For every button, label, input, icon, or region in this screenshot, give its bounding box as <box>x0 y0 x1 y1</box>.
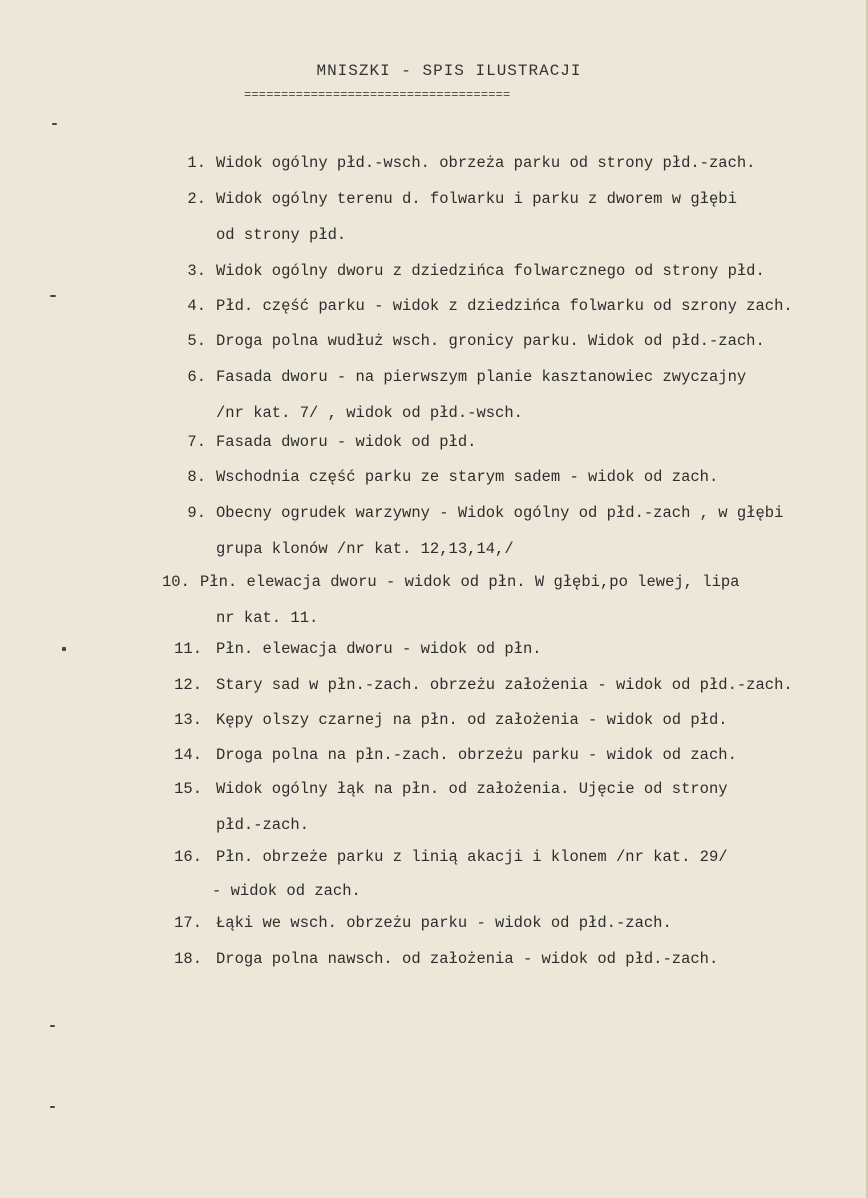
margin-mark <box>62 647 66 651</box>
item-text: Droga polna na płn.-zach. obrzeżu parku - widok od zach. <box>216 746 737 764</box>
item-number: 1. <box>187 154 206 172</box>
margin-mark <box>50 1106 55 1108</box>
item-text: Fasada dworu - na pierwszym planie kasztanowiec zwyczajny <box>216 368 747 386</box>
item-number: 4. <box>187 297 206 315</box>
item-text-continued: od strony płd. <box>216 226 347 244</box>
item-number: 7. <box>187 433 206 451</box>
item-text: Stary sad w płn.-zach. obrzeżu założenia - widok od płd.-zach. <box>216 676 793 694</box>
item-text: Kępy olszy czarnej na płn. od założenia - widok od płd. <box>216 711 728 729</box>
item-number: 12. <box>174 676 202 694</box>
item-text: Droga polna nawsch. od założenia - widok od płd.-zach. <box>216 950 719 968</box>
item-number: 2. <box>187 190 206 208</box>
margin-mark <box>50 295 56 297</box>
margin-mark <box>52 123 57 125</box>
item-number: 6. <box>187 368 206 386</box>
item-number: 14. <box>174 746 202 764</box>
item-text: Wschodnia część parku ze starym sadem - widok od zach. <box>216 468 719 486</box>
item-text: Obecny ogrudek warzywny - Widok ogólny od płd.-zach , w głębi <box>216 504 784 522</box>
item-number: 13. <box>174 711 202 729</box>
item-text-continued: - widok od zach. <box>212 882 361 900</box>
title-underline: ==================================== <box>244 88 511 102</box>
item-text: Widok ogólny terenu d. folwarku i parku z dworem w głębi <box>216 190 737 208</box>
item-number: 16. <box>174 848 202 866</box>
item-text: Fasada dworu - widok od płd. <box>216 433 477 451</box>
margin-mark <box>50 1025 55 1027</box>
item-text-continued: płd.-zach. <box>216 816 310 834</box>
item-text-continued: nr kat. 11. <box>216 609 319 627</box>
item-number: 3. <box>187 262 206 280</box>
item-number: 11. <box>174 640 202 658</box>
item-number: 8. <box>187 468 206 486</box>
item-text: Widok ogólny płd.-wsch. obrzeża parku od strony płd.-zach. <box>216 154 756 172</box>
item-number: 5. <box>187 332 206 350</box>
item-number: 9. <box>187 504 206 522</box>
item-text: Płd. część parku - widok z dziedzińca folwarku od szrony zach. <box>216 297 793 315</box>
item-text: Widok ogólny łąk na płn. od założenia. Ujęcie od strony <box>216 780 728 798</box>
item-number: 10. <box>162 573 190 591</box>
item-text: Płn. elewacja dworu - widok od płn. W głębi,po lewej, lipa <box>200 573 740 591</box>
item-text: Płn. elewacja dworu - widok od płn. <box>216 640 542 658</box>
item-number: 18. <box>174 950 202 968</box>
item-text: Płn. obrzeże parku z linią akacji i klonem /nr kat. 29/ <box>216 848 728 866</box>
item-text: Droga polna wudłuż wsch. gronicy parku. Widok od płd.-zach. <box>216 332 765 350</box>
item-number: 15. <box>174 780 202 798</box>
item-text-continued: /nr kat. 7/ , widok od płd.-wsch. <box>216 404 523 422</box>
item-number: 17. <box>174 914 202 932</box>
item-text: Łąki we wsch. obrzeżu parku - widok od płd.-zach. <box>216 914 672 932</box>
page-title: MNISZKI - SPIS ILUSTRACJI <box>316 62 582 80</box>
item-text: Widok ogólny dworu z dziedzińca folwarcznego od strony płd. <box>216 262 765 280</box>
item-text-continued: grupa klonów /nr kat. 12,13,14,/ <box>216 540 514 558</box>
